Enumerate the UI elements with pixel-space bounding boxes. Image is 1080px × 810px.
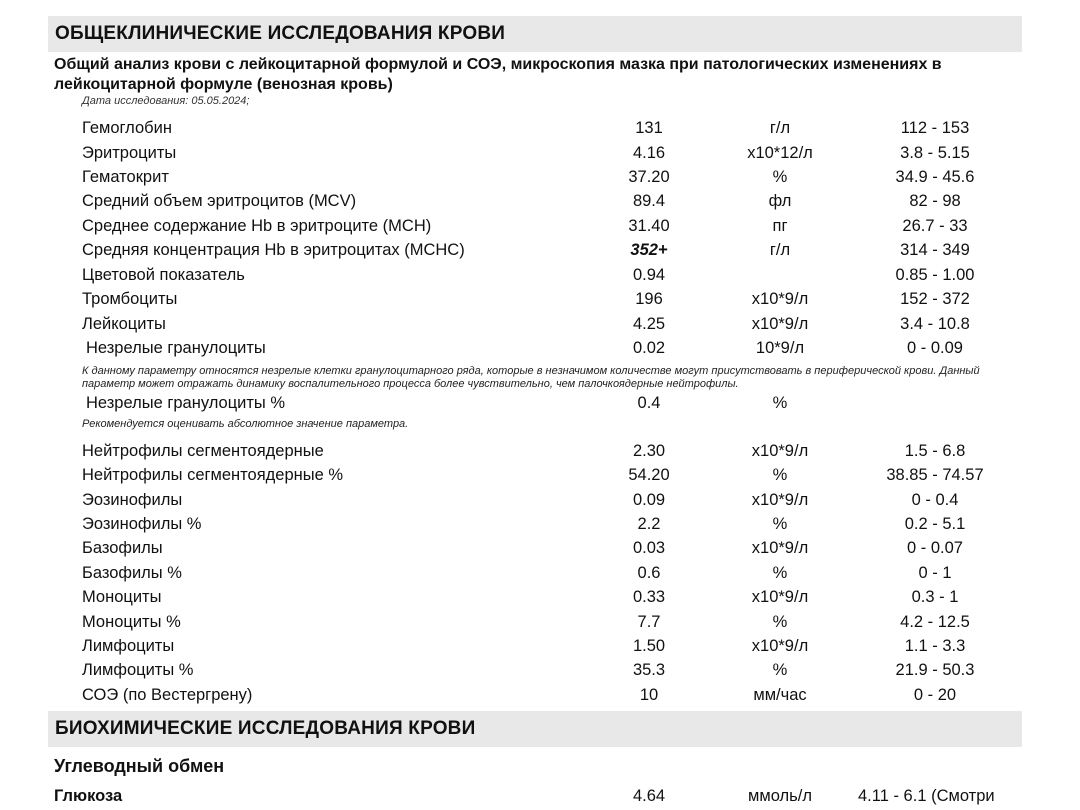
param-name: Эозинофилы: [82, 491, 183, 509]
param-name: Среднее содержание Hb в эритроците (MCH): [82, 217, 432, 235]
table-row: [0, 238, 1080, 262]
param-value: 4.64: [632, 787, 666, 805]
table-row: [0, 512, 1080, 536]
param-value: 2.30: [632, 442, 666, 460]
param-reference: 1.1 - 3.3: [904, 637, 966, 655]
param-value: 1.50: [632, 637, 666, 655]
param-name: Незрелые гранулоциты %: [86, 394, 286, 412]
param-name: Эозинофилы %: [82, 515, 202, 533]
param-name: Лимфоциты: [82, 637, 175, 655]
table-row: [0, 336, 1080, 360]
param-unit: фл: [768, 192, 792, 210]
param-unit: х10*9/л: [751, 491, 809, 509]
param-name: Моноциты: [82, 588, 162, 606]
param-value: 7.7: [637, 613, 661, 631]
param-unit: г/л: [769, 119, 791, 137]
section-header-biochemistry: [48, 711, 1022, 747]
table-row: [0, 312, 1080, 336]
param-unit: х10*9/л: [751, 315, 809, 333]
param-unit: %: [772, 564, 788, 582]
param-reference: 0 - 0.07: [907, 539, 963, 557]
parameter-note: К данному параметру относятся незрелые клетки гранулоцитарного ряда, которые в незначимом количестве могут присутствовать в периферической крови. Данный параметр может отражать динамику воспалительного процесса более чувствительно, чем палочкоядерные нейтрофилы.: [82, 365, 980, 390]
section-title-clinical: ОБЩЕКЛИНИЧЕСКИЕ ИССЛЕДОВАНИЯ КРОВИ: [55, 23, 506, 44]
param-name: Цветовой показатель: [82, 266, 245, 284]
param-reference: 1.5 - 6.8: [904, 442, 966, 460]
param-reference: 4.11 - 6.1 (Смотри: [858, 787, 995, 805]
param-unit: х10*9/л: [751, 290, 809, 308]
param-name: Гемоглобин: [82, 119, 172, 137]
table-row: [0, 463, 1080, 487]
param-reference: 82 - 98: [909, 192, 961, 210]
param-name: Лимфоциты %: [82, 661, 194, 679]
param-name: Базофилы: [82, 539, 163, 557]
param-name: СОЭ (по Вестергрену): [82, 686, 253, 704]
param-reference: 0 - 0.09: [907, 339, 963, 357]
param-value: 131: [635, 119, 663, 137]
table-row: [0, 189, 1080, 213]
table-row: [0, 439, 1080, 463]
table-row: [0, 116, 1080, 140]
param-unit: %: [772, 515, 788, 533]
param-unit: ммоль/л: [748, 787, 812, 805]
param-unit: %: [772, 466, 788, 484]
param-unit: х10*12/л: [747, 144, 813, 162]
param-name: Нейтрофилы сегментоядерные %: [82, 466, 344, 484]
param-name: Средний объем эритроцитов (MCV): [82, 192, 357, 210]
param-value: 0.94: [632, 266, 666, 284]
param-reference: 34.9 - 45.6: [895, 168, 975, 186]
param-name: Гематокрит: [82, 168, 169, 186]
section-title-biochemistry: БИОХИМИЧЕСКИЕ ИССЛЕДОВАНИЯ КРОВИ: [55, 718, 476, 739]
param-value: 0.33: [632, 588, 666, 606]
param-unit: х10*9/л: [751, 588, 809, 606]
table-row: [0, 561, 1080, 585]
param-unit: %: [772, 168, 788, 186]
table-row: [0, 141, 1080, 165]
param-unit: х10*9/л: [751, 539, 809, 557]
table-row: [0, 784, 1080, 808]
param-value: 0.02: [632, 339, 666, 357]
param-value: 89.4: [632, 192, 666, 210]
param-reference: 3.8 - 5.15: [900, 144, 970, 162]
param-name: Моноциты %: [82, 613, 181, 631]
param-reference: 0 - 0.4: [911, 491, 959, 509]
table-row: [0, 488, 1080, 512]
param-unit: %: [772, 394, 788, 412]
param-name: Базофилы %: [82, 564, 182, 582]
param-reference: 26.7 - 33: [902, 217, 968, 235]
param-reference: 314 - 349: [900, 241, 970, 259]
study-date: Дата исследования: 05.05.2024;: [82, 95, 250, 107]
param-value: 10: [639, 686, 659, 704]
table-row: [0, 263, 1080, 287]
parameter-note: Рекомендуется оценивать абсолютное значение параметра.: [82, 418, 409, 430]
param-reference: 0.2 - 5.1: [904, 515, 966, 533]
param-value: 4.16: [632, 144, 666, 162]
param-reference: 38.85 - 74.57: [886, 466, 984, 484]
table-row: [0, 165, 1080, 189]
param-value: 37.20: [628, 168, 670, 186]
param-reference: 0.85 - 1.00: [895, 266, 975, 284]
table-row: [0, 536, 1080, 560]
param-unit: х10*9/л: [751, 442, 809, 460]
param-name: Глюкоза: [54, 787, 123, 805]
param-reference: 3.4 - 10.8: [900, 315, 970, 333]
table-row: [0, 214, 1080, 238]
param-name: Лейкоциты: [82, 315, 166, 333]
param-value: 0.6: [637, 564, 661, 582]
param-reference: 0 - 1: [918, 564, 952, 582]
param-value: 0.09: [632, 491, 666, 509]
param-name: Эритроциты: [82, 144, 177, 162]
param-value: 0.4: [637, 394, 661, 412]
param-unit: мм/час: [753, 686, 807, 704]
table-row: [0, 634, 1080, 658]
param-value: 4.25: [632, 315, 666, 333]
table-row: [0, 610, 1080, 634]
section-header-clinical: [48, 16, 1022, 52]
param-name: Нейтрофилы сегментоядерные: [82, 442, 324, 460]
param-unit: %: [772, 613, 788, 631]
param-name: Средняя концентрация Hb в эритроцитах (MCHC): [82, 241, 465, 259]
param-unit: г/л: [769, 241, 791, 259]
table-row: [0, 658, 1080, 682]
param-value: 31.40: [628, 217, 670, 235]
param-unit: %: [772, 661, 788, 679]
param-unit: 10*9/л: [755, 339, 805, 357]
param-value: 2.2: [637, 515, 661, 533]
param-value: 0.03: [632, 539, 666, 557]
param-value: 54.20: [628, 466, 670, 484]
table-row: [0, 391, 1080, 415]
table-row: [0, 585, 1080, 609]
table-row: [0, 683, 1080, 707]
param-value: 196: [635, 290, 663, 308]
param-unit: пг: [772, 217, 788, 235]
param-reference: 0.3 - 1: [911, 588, 959, 606]
subsection-title: Углеводный обмен: [54, 756, 225, 776]
param-reference: 152 - 372: [900, 290, 970, 308]
param-reference: 21.9 - 50.3: [895, 661, 975, 679]
test-panel-title: Общий анализ крови с лейкоцитарной формулой и СОЭ, микроскопия мазка при патологических изменениях в лейкоцитарной формуле (венозная кровь): [54, 56, 942, 93]
param-reference: 4.2 - 12.5: [900, 613, 970, 631]
table-row: [0, 287, 1080, 311]
param-unit: х10*9/л: [751, 637, 809, 655]
param-name: Незрелые гранулоциты: [86, 339, 266, 357]
param-name: Тромбоциты: [82, 290, 178, 308]
param-reference: 112 - 153: [900, 119, 970, 137]
param-value-flagged-high: 352+: [630, 241, 668, 259]
param-reference: 0 - 20: [913, 686, 957, 704]
param-value: 35.3: [632, 661, 666, 679]
